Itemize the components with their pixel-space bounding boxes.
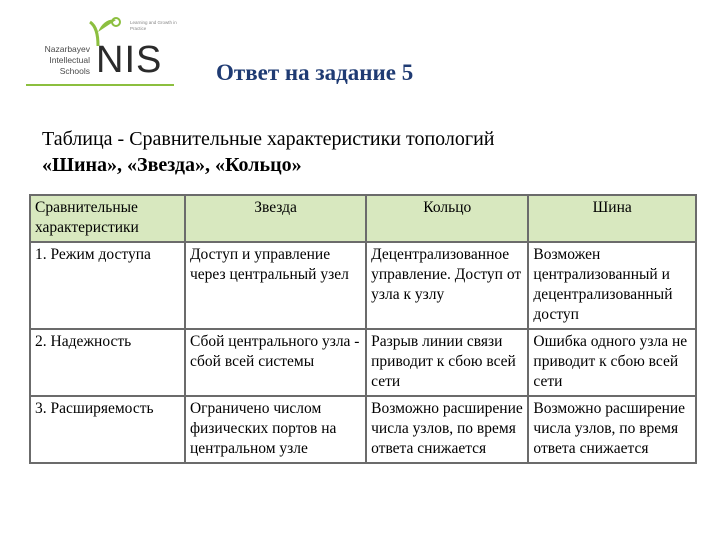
cell-bus: Возможен централизованный и децентрализованный доступ bbox=[528, 242, 696, 329]
row-label: 1. Режим доступа bbox=[30, 242, 185, 329]
cell-bus: Возможно расширение числа узлов, по время ответа снижается bbox=[528, 396, 696, 463]
logo-school-name bbox=[26, 44, 90, 77]
nis-logo bbox=[26, 18, 176, 90]
header-characteristics: Сравнительные характеристики bbox=[30, 195, 185, 242]
logo-line-1: Nazarbayev bbox=[44, 44, 90, 54]
cell-ring: Децентрализованное управление. Доступ от узла к узлу bbox=[366, 242, 528, 329]
logo-line-2: Intellectual bbox=[49, 55, 90, 65]
table-header-row bbox=[30, 195, 696, 242]
cell-bus: Ошибка одного узла не приводит к сбою всей сети bbox=[528, 329, 696, 396]
topology-comparison-table bbox=[29, 194, 697, 464]
logo-tagline: Learning and Growth in Practice bbox=[130, 20, 177, 31]
logo-underline bbox=[26, 84, 174, 86]
table-row bbox=[30, 242, 696, 329]
cell-ring: Разрыв линии связи приводит к сбою всей сети bbox=[366, 329, 528, 396]
header-star: Звезда bbox=[185, 195, 366, 242]
logo-line-3: Schools bbox=[59, 66, 90, 76]
header-ring: Кольцо bbox=[366, 195, 528, 242]
row-label: 2. Надежность bbox=[30, 329, 185, 396]
caption-line-2: «Шина», «Звезда», «Кольцо» bbox=[42, 154, 302, 176]
header-bus: Шина bbox=[528, 195, 696, 242]
table-row bbox=[30, 396, 696, 463]
row-label: 3. Расширяемость bbox=[30, 396, 185, 463]
table-row bbox=[30, 329, 696, 396]
cell-star: Ограничено числом физических портов на центральном узле bbox=[185, 396, 366, 463]
logo-mark: NIS bbox=[96, 39, 163, 81]
cell-star: Доступ и управление через центральный узел bbox=[185, 242, 366, 329]
cell-star: Сбой центрального узла - сбой всей системы bbox=[185, 329, 366, 396]
cell-ring: Возможно расширение числа узлов, по время ответа снижается bbox=[366, 396, 528, 463]
slide-title: Ответ на задание 5 bbox=[216, 60, 414, 85]
caption-line-1: Таблица - Сравнительные характеристики топологий bbox=[42, 128, 495, 150]
table-caption bbox=[42, 126, 682, 178]
